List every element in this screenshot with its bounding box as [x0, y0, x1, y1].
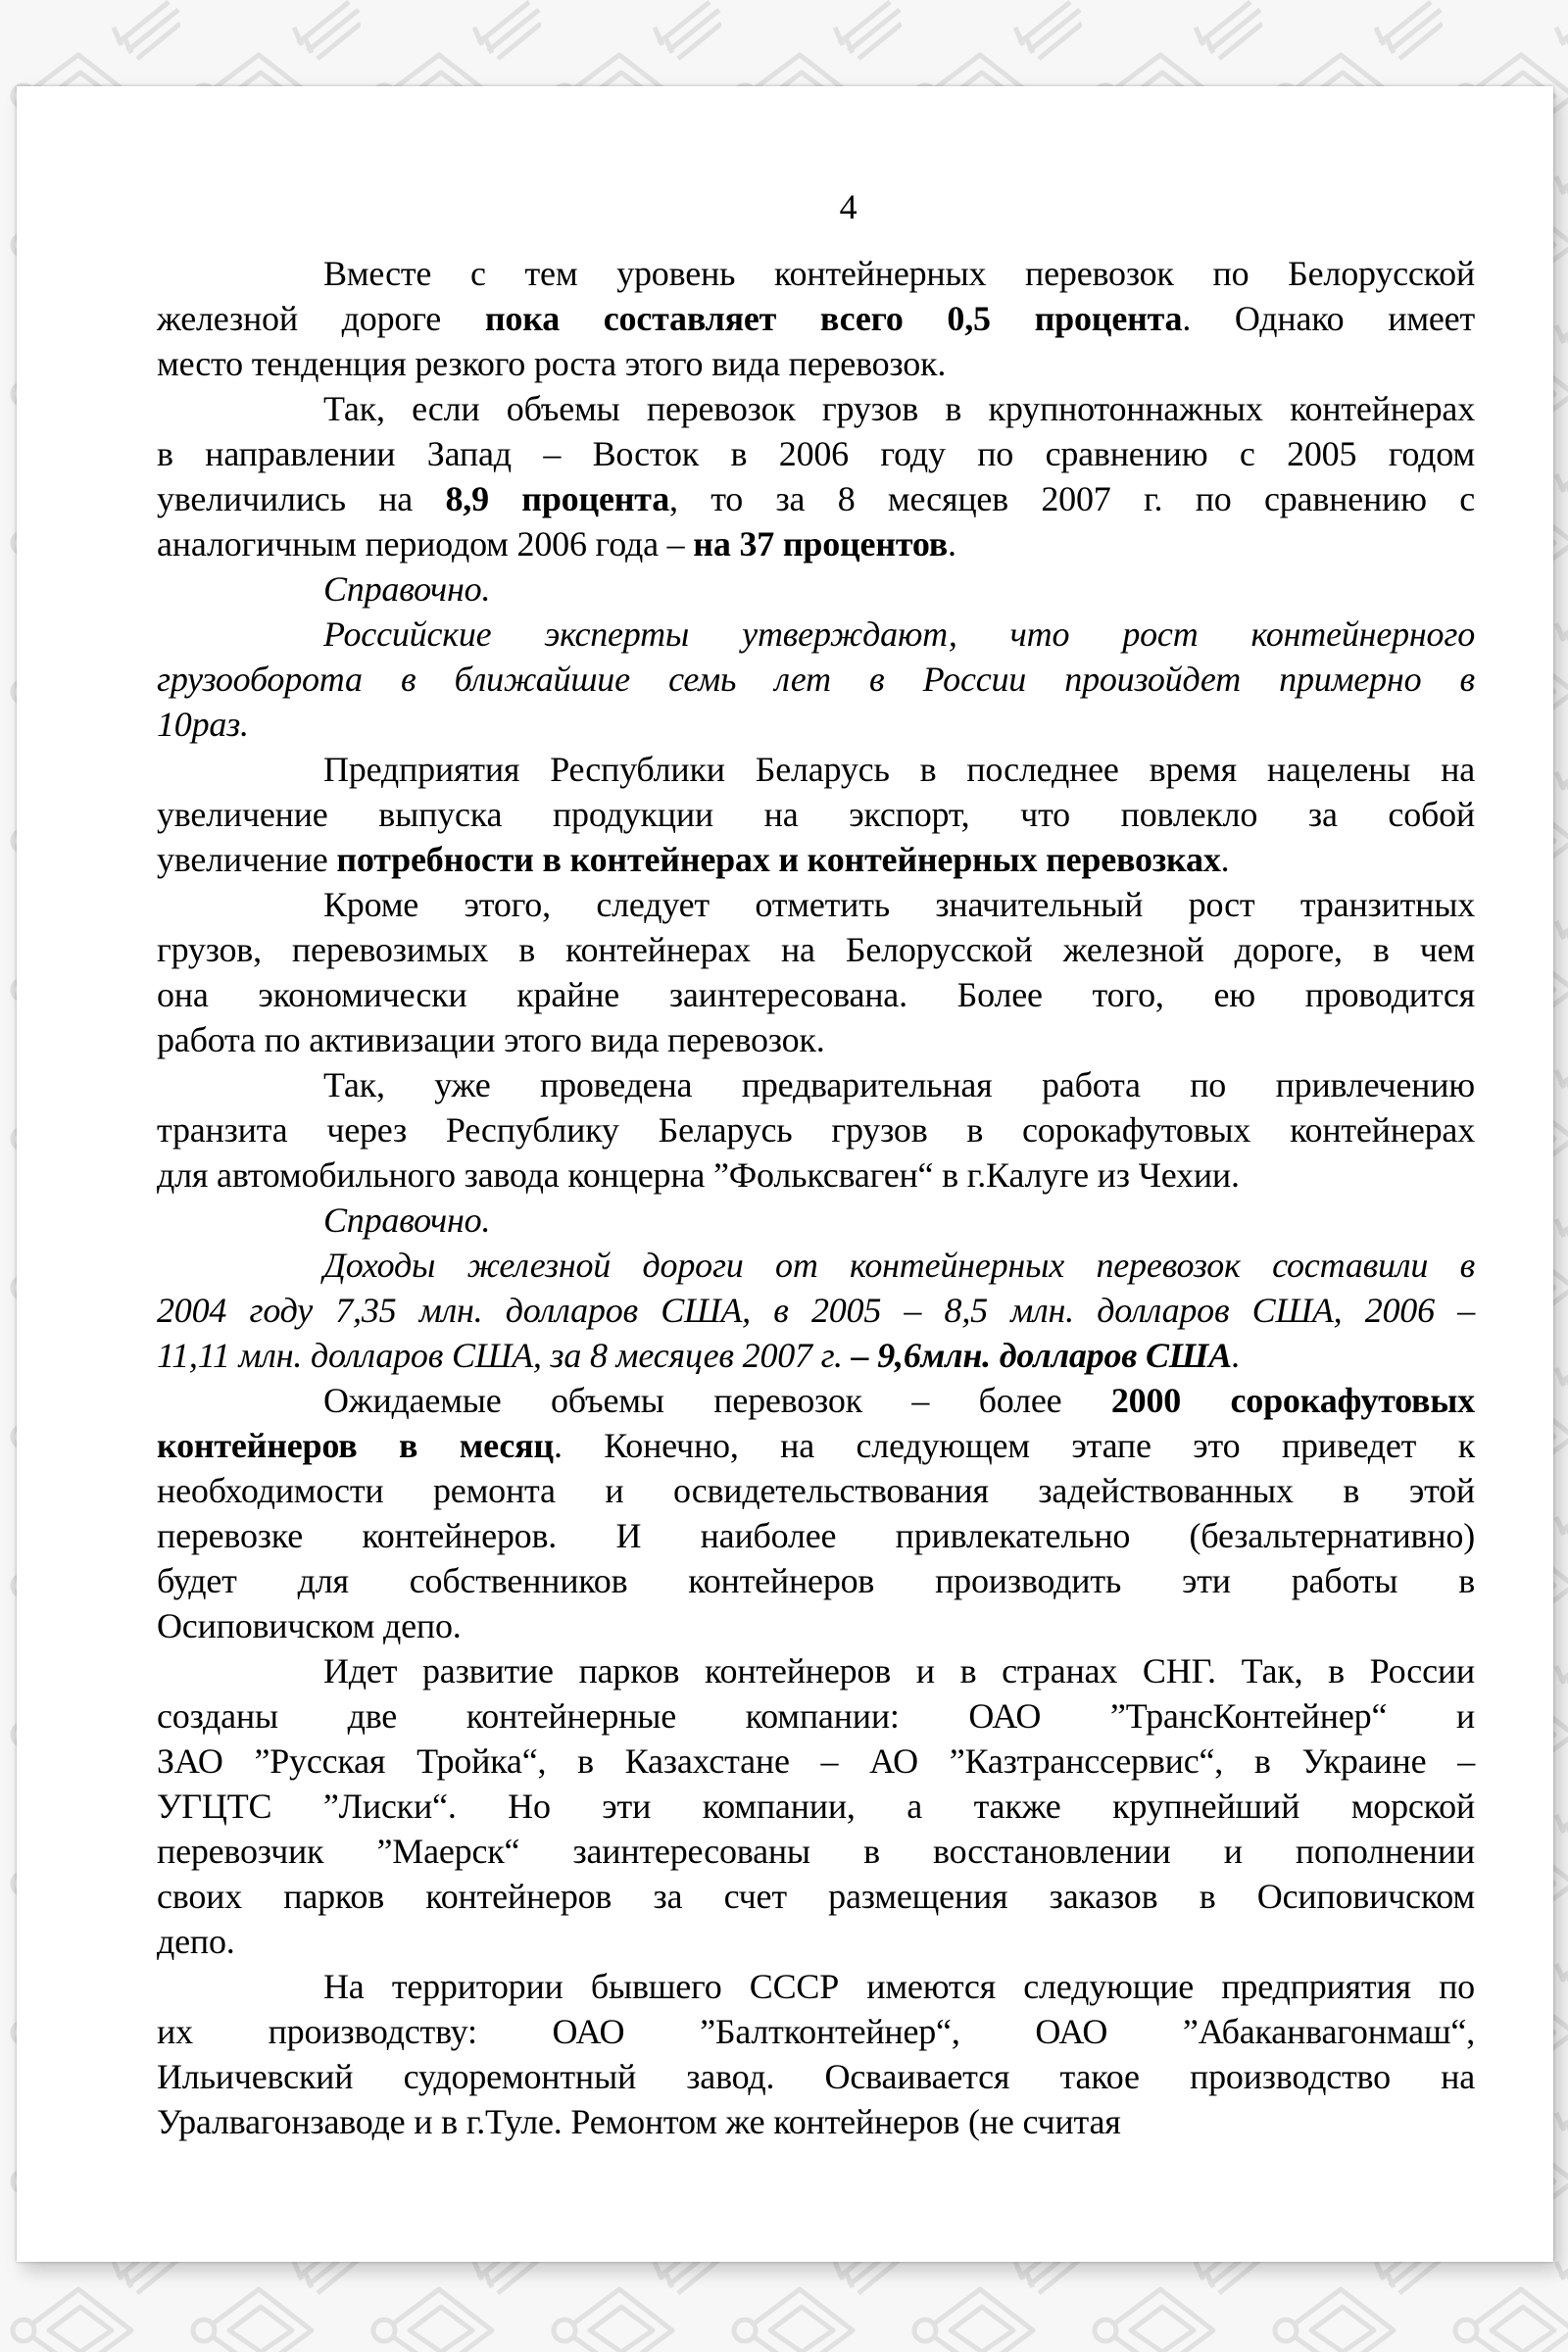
- text-line: [157, 972, 1475, 1017]
- text-line: [157, 1558, 1475, 1603]
- text-line: [157, 1288, 1475, 1333]
- text-line: [157, 657, 1475, 702]
- text-run: место тенденция резкого роста этого вида перевозок.: [157, 344, 947, 383]
- paragraph: [157, 251, 1475, 386]
- text-line: [157, 612, 1475, 657]
- text-run: Справочно.: [323, 1200, 491, 1240]
- paragraph: [157, 386, 1475, 566]
- text-line: [157, 1243, 1475, 1288]
- bold-text-run: контейнеров в месяц: [157, 1426, 554, 1465]
- paragraph: [157, 566, 1475, 612]
- bold-text-run: 2000 сорокафутовых: [1110, 1381, 1475, 1420]
- text-line: [157, 1107, 1475, 1152]
- text-run: . Конечно, на следующем этапе это приведет к: [553, 1426, 1475, 1465]
- text-run: .: [1231, 1336, 1241, 1375]
- text-run: грузооборота в ближайшие семь лет в России произойдет примерно в: [157, 660, 1475, 699]
- text-line: [157, 1152, 1475, 1198]
- document-body: [157, 251, 1475, 2144]
- text-run: Предприятия Республики Беларусь в последнее время нацелены на: [323, 750, 1475, 789]
- text-run: увеличение выпуска продукции на экспорт, что повлекло за собой: [157, 795, 1475, 834]
- text-run: транзита через Республику Беларусь грузов в сорокафутовых контейнерах: [157, 1110, 1475, 1150]
- text-line: [157, 1603, 1475, 1648]
- text-run: 11,11 млн. долларов США, за 8 месяцев 2007 г.: [157, 1336, 852, 1375]
- text-line: [157, 296, 1475, 341]
- text-run: их производству: ОАО ”Балтконтейнер“, ОАО ”Абаканвагонмаш“,: [157, 2012, 1475, 2051]
- paragraph: [157, 1062, 1475, 1198]
- text-line: [157, 1648, 1475, 1693]
- text-run: аналогичным периодом 2006 года –: [157, 524, 694, 564]
- text-run: перевозчик ”Маерск“ заинтересованы в восстановлении и пополнении: [157, 1832, 1475, 1871]
- text-run: своих парков контейнеров за счет размещения заказов в Осиповичском: [157, 1877, 1475, 1916]
- paragraph: [157, 1964, 1475, 2144]
- document-content: [17, 86, 1553, 2144]
- text-line: [157, 1378, 1475, 1423]
- bold-text-run: – 9,6млн. долларов США: [851, 1336, 1232, 1375]
- text-run: Ожидаемые объемы перевозок – более: [323, 1381, 1111, 1420]
- text-line: [157, 882, 1475, 927]
- text-run: Ильичевский судоремонтный завод. Осваивается такое производство на: [157, 2057, 1475, 2096]
- text-run: .: [948, 524, 956, 564]
- text-line: [157, 1513, 1475, 1558]
- text-run: необходимости ремонта и освидетельствования задействованных в этой: [157, 1471, 1475, 1510]
- text-line: [157, 476, 1475, 521]
- text-run: железной дороге: [157, 299, 485, 338]
- text-line: [157, 341, 1475, 386]
- text-run: 10раз.: [157, 705, 249, 744]
- text-line: [157, 521, 1475, 566]
- text-line: [157, 386, 1475, 431]
- paragraph: [157, 612, 1475, 747]
- text-run: ЗАО ”Русская Тройка“, в Казахстане – АО ”Казтранссервис“, в Украине –: [157, 1741, 1475, 1781]
- text-line: [157, 702, 1475, 747]
- text-line: [157, 1693, 1475, 1739]
- text-line: [157, 1423, 1475, 1468]
- text-run: грузов, перевозимых в контейнерах на Белорусской железной дороге, в чем: [157, 930, 1475, 969]
- text-line: [157, 2054, 1475, 2099]
- text-run: созданы две контейнерные компании: ОАО ”ТрансКонтейнер“ и: [157, 1696, 1475, 1736]
- text-run: увеличились на: [157, 479, 446, 518]
- text-line: [157, 431, 1475, 476]
- text-run: .: [1220, 840, 1230, 879]
- bold-text-run: пока составляет всего 0,5 процента: [484, 299, 1183, 338]
- text-line: [157, 566, 1475, 612]
- text-run: УГЦТС ”Лиски“. Но эти компании, а также крупнейший морской: [157, 1787, 1475, 1826]
- text-line: [157, 837, 1475, 882]
- text-line: [157, 927, 1475, 972]
- text-run: Вместе с тем уровень контейнерных перевозок по Белорусской: [323, 254, 1475, 293]
- text-line: [157, 1964, 1475, 2009]
- text-line: [157, 1198, 1475, 1243]
- text-run: Осиповичском депо.: [157, 1606, 462, 1645]
- text-run: Кроме этого, следует отметить значительный рост транзитных: [323, 885, 1475, 924]
- text-line: [157, 1829, 1475, 1874]
- text-line: [157, 1333, 1475, 1378]
- text-run: работа по активизации этого вида перевозок.: [157, 1020, 825, 1059]
- text-line: [157, 747, 1475, 792]
- text-run: Доходы железной дороги от контейнерных перевозок составили в: [323, 1246, 1475, 1285]
- text-run: Российские эксперты утверждают, что рост контейнерного: [323, 614, 1475, 654]
- bold-text-run: 8,9 процента: [445, 479, 670, 518]
- text-run: будет для собственников контейнеров производить эти работы в: [157, 1561, 1475, 1600]
- text-line: [157, 2009, 1475, 2054]
- paragraph: [157, 747, 1475, 882]
- text-line: [157, 1017, 1475, 1062]
- text-line: [157, 1062, 1475, 1107]
- text-run: , то за 8 месяцев 2007 г. по сравнению с: [669, 479, 1475, 518]
- text-line: [157, 251, 1475, 296]
- document-page: [17, 86, 1553, 2262]
- text-line: [157, 792, 1475, 837]
- paragraph: [157, 1648, 1475, 1964]
- bold-text-run: на 37 процентов: [693, 524, 949, 564]
- text-run: Справочно.: [323, 569, 491, 609]
- page-number: 4: [839, 187, 858, 226]
- text-run: 2004 году 7,35 млн. долларов США, в 2005 – 8,5 млн. долларов США, 2006 –: [157, 1291, 1475, 1330]
- text-line: [157, 1874, 1475, 1919]
- text-run: депо.: [157, 1922, 235, 1961]
- text-run: в направлении Запад – Восток в 2006 году по сравнению с 2005 годом: [157, 434, 1475, 473]
- text-run: На территории бывшего СССР имеются следующие предприятия по: [323, 1967, 1475, 2006]
- text-run: она экономически крайне заинтересована. Более того, ею проводится: [157, 975, 1475, 1014]
- paragraph: [157, 1243, 1475, 1378]
- text-line: [157, 1739, 1475, 1784]
- text-line: [157, 2099, 1475, 2144]
- text-run: Так, если объемы перевозок грузов в крупнотоннажных контейнерах: [323, 389, 1475, 428]
- text-run: Идет развитие парков контейнеров и в странах СНГ. Так, в России: [323, 1651, 1475, 1690]
- text-run: увеличение: [157, 840, 337, 879]
- text-run: Так, уже проведена предварительная работа по привлечению: [323, 1065, 1475, 1104]
- text-line: [157, 1468, 1475, 1513]
- text-run: . Однако имеет: [1182, 299, 1475, 338]
- text-run: для автомобильного завода концерна ”Фольксваген“ в г.Калуге из Чехии.: [157, 1155, 1240, 1195]
- paragraph: [157, 1378, 1475, 1648]
- text-line: [157, 1919, 1475, 1964]
- text-run: Уралвагонзаводе и в г.Туле. Ремонтом же контейнеров (не считая: [157, 2102, 1121, 2141]
- paragraph: [157, 1198, 1475, 1243]
- bold-text-run: потребности в контейнерах и контейнерных перевозках: [336, 840, 1221, 879]
- text-line: [157, 1784, 1475, 1829]
- text-run: перевозке контейнеров. И наиболее привлекательно (безальтернативно): [157, 1516, 1475, 1555]
- paragraph: [157, 882, 1475, 1062]
